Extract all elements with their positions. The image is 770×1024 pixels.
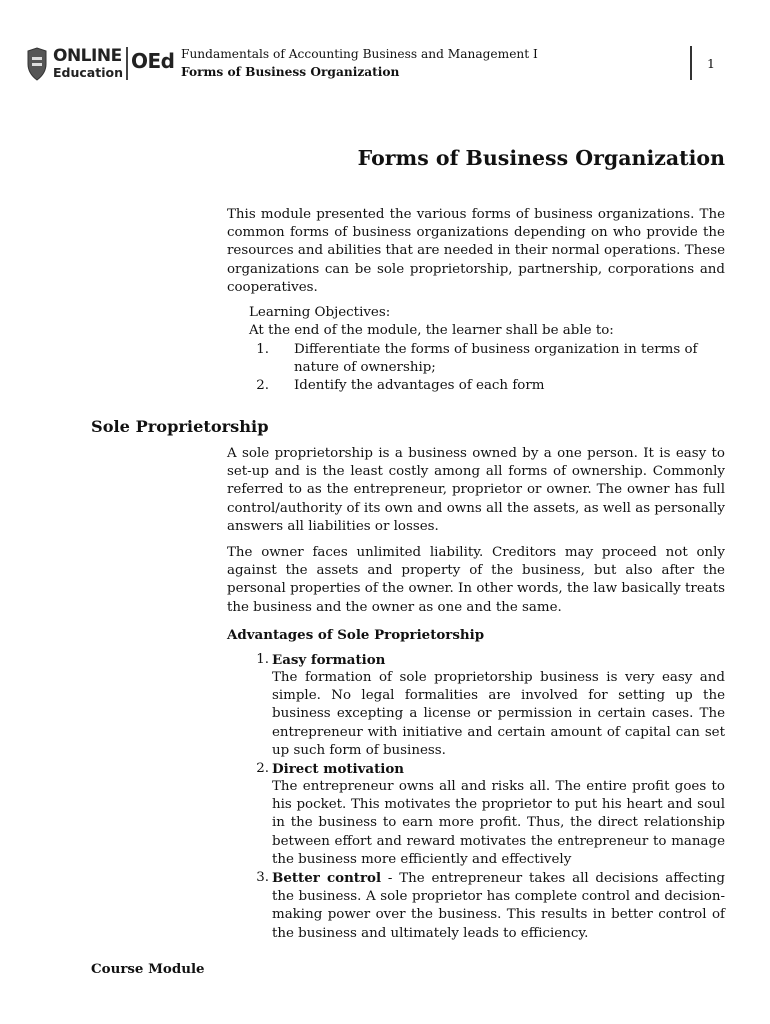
advantages-heading: Advantages of Sole Proprietorship: [227, 627, 485, 643]
shield-crest-icon: [26, 47, 48, 81]
header-module-title: Forms of Business Organization: [181, 65, 400, 79]
advantage-body: [272, 869, 725, 943]
logo-online-text: ONLINE: [53, 46, 122, 66]
institution-logo: [24, 44, 174, 84]
objective-number: 2.: [256, 378, 269, 393]
section-heading: Sole Proprietorship: [91, 417, 269, 436]
sole-paragraph-2: The owner faces unlimited liability. Creditors may proceed not only against the assets and property of the business, but also after the personal properties of the owner. In other words, the law basically treats the business and the owner as one and the same.: [227, 545, 725, 615]
objectives-lead: At the end of the module, the learner shall be able to:: [249, 323, 614, 338]
intro-paragraph: This module presented the various forms of business organizations. The common forms of business organizations depending on who provide the resources and abilities that are needed in their normal operations. These organizations can be sole proprietorship, partnership, corporations and cooperatives.: [227, 207, 725, 295]
header-divider: [690, 46, 692, 80]
advantage-title: Easy formation: [272, 652, 386, 668]
objectives-heading: Learning Objectives:: [249, 305, 391, 320]
page-number: 1: [707, 56, 715, 71]
objective-item: Differentiate the forms of business organization in terms of nature of ownership;: [294, 342, 698, 376]
advantage-number: 1.: [256, 652, 269, 667]
logo-oed-text: OEd: [131, 49, 175, 73]
objective-number: 1.: [256, 342, 269, 357]
advantage-number: 2.: [256, 761, 269, 776]
objective-item: Identify the advantages of each form: [294, 378, 545, 393]
advantage-text: The entrepreneur owns all and risks all. The entire profit goes to his pocket. This motivates the proprietor to put his heart and soul in the business to earn more profit. Thus, the direct relationship between effort and reward motivates the entrepreneur to manage the business more efficiently and effectively: [272, 779, 725, 867]
advantage-text: The formation of sole proprietorship business is very easy and simple. No legal formalities are involved for setting up the business excepting a license or permission in certain cases. The entrepreneur with initiative and certain amount of capital can set up such form of business.: [272, 670, 725, 758]
sole-paragraph-1: A sole proprietorship is a business owned by a one person. It is easy to set-up and is the least costly among all forms of ownership. Commonly referred to as the entrepreneur, proprietor or owner. The owner has full control/authority of its own and owns all the assets, as well as personally answers all liabilities or losses.: [227, 446, 725, 534]
advantage-number: 3.: [256, 870, 269, 885]
advantage-title: Direct motivation: [272, 761, 405, 777]
advantage-title: Better control: [272, 870, 382, 886]
header-course-title: Fundamentals of Accounting Business and Management I: [181, 47, 538, 61]
logo-divider: [126, 47, 128, 80]
logo-education-text: Education: [53, 65, 123, 80]
page-title: Forms of Business Organization: [357, 146, 725, 170]
footer-label: Course Module: [91, 961, 205, 977]
advantage-text: - The entrepreneur takes all decisions affecting the business. A sole proprietor has complete control and decision-making power over the business. This results in better control of the business and ultimately leads to efficiency.: [272, 871, 726, 941]
